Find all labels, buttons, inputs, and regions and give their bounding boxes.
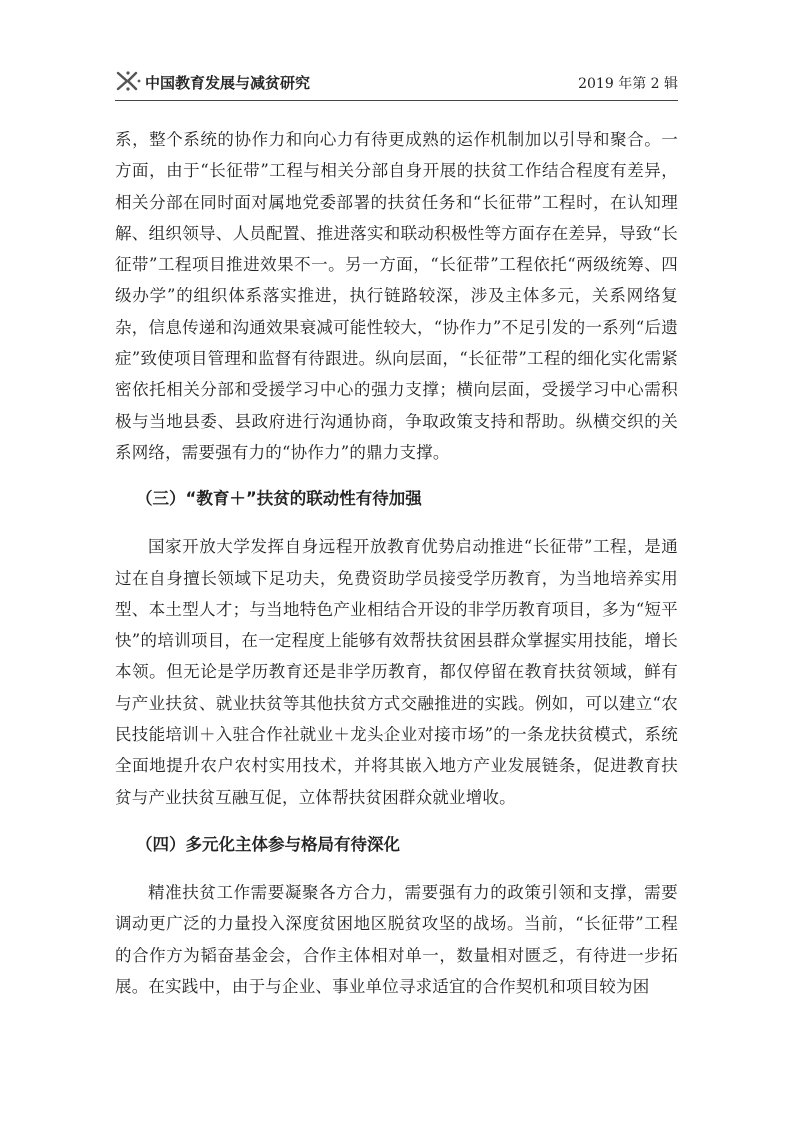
- paragraph: 系，整个系统的协作力和向心力有待更成熟的运作机制加以引导和聚合。一方面，由于“长征带”工程与相关分部自身开展的扶贫工作结合程度有差异，相关分部在同时面对属地党委部署的扶贫任务和“长征带”工程时，在认知理解、组织领导、人员配置、推进落实和联动积极性等方面存在差异，导致“长征带”工程项目推进效果不一。另一方面，“长征带”工程依托“两级统筹、四级办学”的组织体系落实推进，执行链路较深，涉及主体多元，关系网络复杂，信息传递和沟通效果衰减可能性较大，“协作力”不足引发的一系列“后遗症”致使项目管理和监督有待跟进。纵向层面，“长征带”工程的细化实化需紧密依托相关分部和受援学习中心的强力支撑；横向层面，受援学习中心需积极与当地县委、县政府进行沟通协商，争取政策支持和帮助。纵横交织的关系网络，需要强有力的“协作力”的鼎力支撑。: [115, 130, 678, 462]
- paragraph: 精准扶贫工作需要凝聚各方合力，需要强有力的政策引领和支撑，需要调动更广泛的力量投入深度贫困地区脱贫攻坚的战场。当前，“长征带”工程的合作方为韬奋基金会，合作主体相对单一，数量相对匮乏，有待进一步拓展。在实践中，由于与企业、事业单位寻求适宜的合作契机和项目较为困: [115, 882, 678, 996]
- journal-title: 中国教育发展与减贫研究: [145, 74, 311, 92]
- section-heading: （四）多元化主体参与格局有待深化: [136, 834, 400, 854]
- journal-logo-icon: [115, 70, 141, 92]
- issue-number: 2019 年第 2 辑: [578, 76, 678, 92]
- section-heading: （三）“教育＋”扶贫的联动性有待加强: [136, 489, 422, 509]
- paragraph: 国家开放大学发挥自身远程开放教育优势启动推进“长征带”工程，是通过在自身擅长领域下足功夫，免费资助学员接受学历教育，为当地培养实用型、本土型人才；与当地特色产业相结合开设的非学历教育项目，多为“短平快”的培训项目，在一定程度上能够有效帮扶贫困县群众掌握实用技能，增长本领。但无论是学历教育还是非学历教育，都仅停留在教育扶贫领域，鲜有与产业扶贫、就业扶贫等其他扶贫方式交融推进的实践。例如，可以建立“农民技能培训＋入驻合作社就业＋龙头企业对接市场”的一条龙扶贫模式，系统全面地提升农户农村实用技术，并将其嵌入地方产业发展链条，促进教育扶贫与产业扶贫互融互促，立体帮扶贫困群众就业增收。: [115, 537, 678, 807]
- page-header: [115, 60, 678, 101]
- article-body: [115, 124, 678, 1002]
